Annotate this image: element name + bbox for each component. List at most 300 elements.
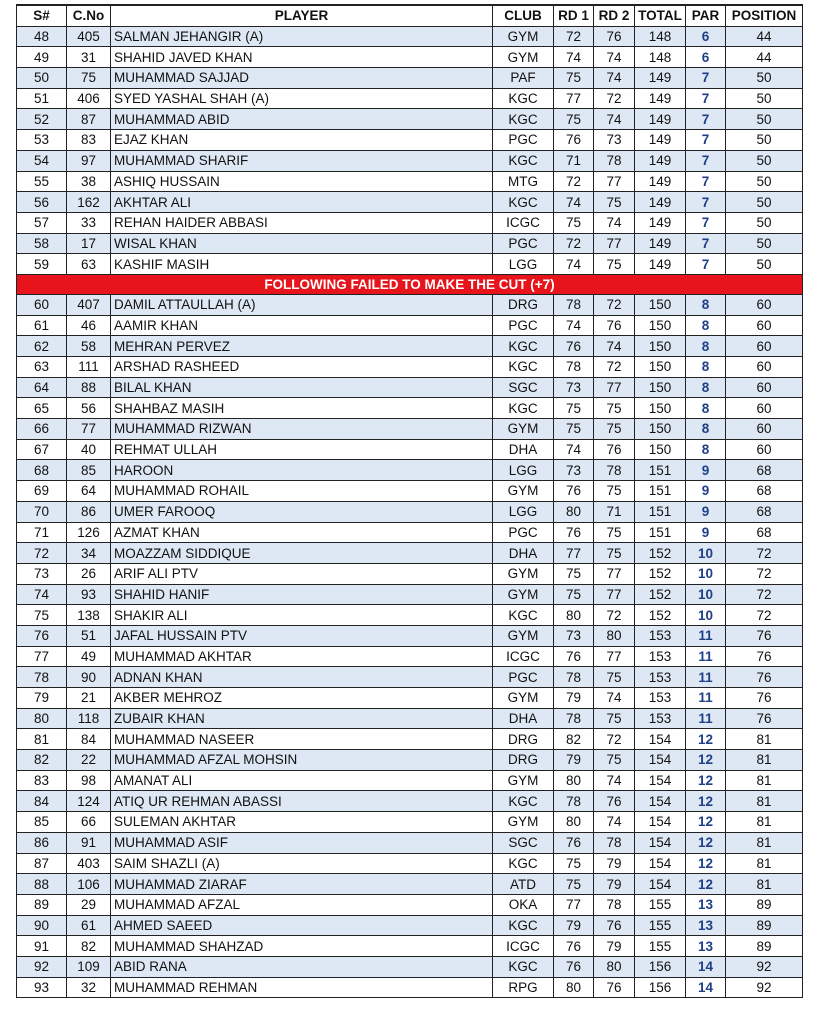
cell-player: AKBER MEHROZ: [111, 688, 493, 709]
cell-rd1: 80: [554, 977, 594, 998]
cell-rd2: 74: [594, 336, 635, 357]
table-row: [17, 874, 803, 895]
cell-position: 50: [726, 109, 803, 130]
cell-sno: 79: [17, 688, 67, 709]
cell-rd2: 76: [594, 977, 635, 998]
cell-player: SAIM SHAZLI (A): [111, 853, 493, 874]
table-row: [17, 977, 803, 998]
table-row: [17, 936, 803, 957]
cell-cno: 51: [67, 625, 111, 646]
cell-position: 50: [726, 171, 803, 192]
cell-player: MUHAMMAD AFZAL: [111, 894, 493, 915]
cell-total: 155: [635, 894, 686, 915]
scoreboard: [16, 4, 802, 998]
cell-total: 150: [635, 377, 686, 398]
cell-player: REHAN HAIDER ABBASI: [111, 212, 493, 233]
table-row: [17, 294, 803, 315]
cell-club: KGC: [493, 915, 554, 936]
cell-total: 149: [635, 171, 686, 192]
cell-rd2: 72: [594, 294, 635, 315]
cell-par: 7: [686, 130, 726, 151]
table-row: [17, 832, 803, 853]
cell-club: PGC: [493, 315, 554, 336]
cell-position: 92: [726, 956, 803, 977]
header-row: [17, 5, 803, 26]
cell-rd1: 79: [554, 915, 594, 936]
cell-rd2: 77: [594, 646, 635, 667]
header-sno: S#: [17, 5, 67, 26]
cell-club: PGC: [493, 233, 554, 254]
cell-sno: 54: [17, 150, 67, 171]
cell-cno: 82: [67, 936, 111, 957]
cell-total: 148: [635, 26, 686, 47]
cell-club: GYM: [493, 47, 554, 68]
cell-par: 14: [686, 956, 726, 977]
cell-club: PGC: [493, 522, 554, 543]
cell-position: 50: [726, 88, 803, 109]
cell-rd1: 76: [554, 956, 594, 977]
cell-rd1: 76: [554, 130, 594, 151]
cell-cno: 126: [67, 522, 111, 543]
cell-cno: 66: [67, 812, 111, 833]
table-row: [17, 192, 803, 213]
cell-position: 76: [726, 667, 803, 688]
cell-par: 7: [686, 88, 726, 109]
header-rd2: RD 2: [594, 5, 635, 26]
cell-cno: 22: [67, 750, 111, 771]
cell-total: 153: [635, 646, 686, 667]
cell-sno: 72: [17, 543, 67, 564]
cell-rd2: 74: [594, 688, 635, 709]
cell-par: 12: [686, 832, 726, 853]
cell-rd1: 74: [554, 47, 594, 68]
cell-cno: 61: [67, 915, 111, 936]
table-row: [17, 150, 803, 171]
cell-position: 50: [726, 68, 803, 89]
cell-rd1: 75: [554, 563, 594, 584]
cell-rd2: 74: [594, 47, 635, 68]
cell-par: 8: [686, 315, 726, 336]
cell-position: 72: [726, 584, 803, 605]
cell-total: 152: [635, 584, 686, 605]
cell-sno: 76: [17, 625, 67, 646]
cell-cno: 403: [67, 853, 111, 874]
cell-club: DRG: [493, 729, 554, 750]
cell-player: WISAL KHAN: [111, 233, 493, 254]
cell-sno: 64: [17, 377, 67, 398]
cell-total: 151: [635, 522, 686, 543]
cell-par: 11: [686, 625, 726, 646]
cell-par: 12: [686, 791, 726, 812]
cell-sno: 78: [17, 667, 67, 688]
cell-player: MUHAMMAD SHARIF: [111, 150, 493, 171]
cell-cno: 83: [67, 130, 111, 151]
cell-cno: 56: [67, 398, 111, 419]
cell-total: 150: [635, 419, 686, 440]
cell-rd2: 75: [594, 481, 635, 502]
table-row: [17, 47, 803, 68]
cell-par: 6: [686, 47, 726, 68]
table-row: [17, 563, 803, 584]
cell-par: 8: [686, 419, 726, 440]
cell-club: LGG: [493, 254, 554, 275]
cell-rd2: 75: [594, 522, 635, 543]
cell-rd2: 75: [594, 254, 635, 275]
cell-cno: 84: [67, 729, 111, 750]
cell-par: 10: [686, 563, 726, 584]
cell-rd2: 77: [594, 377, 635, 398]
table-row: [17, 770, 803, 791]
cell-sno: 74: [17, 584, 67, 605]
cell-player: SHAKIR ALI: [111, 605, 493, 626]
cell-cno: 33: [67, 212, 111, 233]
cell-rd2: 80: [594, 625, 635, 646]
cell-rd1: 80: [554, 770, 594, 791]
cell-cno: 63: [67, 254, 111, 275]
cell-rd2: 78: [594, 460, 635, 481]
cell-position: 60: [726, 294, 803, 315]
table-row: [17, 956, 803, 977]
cell-rd2: 74: [594, 68, 635, 89]
table-row: [17, 439, 803, 460]
cell-sno: 67: [17, 439, 67, 460]
cell-club: RPG: [493, 977, 554, 998]
cell-position: 76: [726, 625, 803, 646]
cell-rd1: 74: [554, 315, 594, 336]
cell-sno: 68: [17, 460, 67, 481]
cell-cno: 17: [67, 233, 111, 254]
cell-club: DHA: [493, 543, 554, 564]
cell-position: 72: [726, 563, 803, 584]
cell-par: 9: [686, 501, 726, 522]
cell-rd2: 76: [594, 315, 635, 336]
cell-sno: 69: [17, 481, 67, 502]
header-rd1: RD 1: [554, 5, 594, 26]
cell-position: 44: [726, 47, 803, 68]
cell-club: KGC: [493, 150, 554, 171]
cell-par: 7: [686, 150, 726, 171]
cell-cno: 77: [67, 419, 111, 440]
cell-player: MUHAMMAD ASIF: [111, 832, 493, 853]
cell-rd2: 75: [594, 192, 635, 213]
cell-player: ARSHAD RASHEED: [111, 357, 493, 378]
cell-player: SULEMAN AKHTAR: [111, 812, 493, 833]
cell-rd2: 77: [594, 233, 635, 254]
cell-player: ARIF ALI PTV: [111, 563, 493, 584]
header-club: CLUB: [493, 5, 554, 26]
cell-position: 60: [726, 439, 803, 460]
cell-sno: 56: [17, 192, 67, 213]
cell-rd1: 79: [554, 750, 594, 771]
cell-player: AKHTAR ALI: [111, 192, 493, 213]
cell-rd1: 78: [554, 791, 594, 812]
cell-rd1: 80: [554, 812, 594, 833]
cell-sno: 62: [17, 336, 67, 357]
cell-player: SALMAN JEHANGIR (A): [111, 26, 493, 47]
cell-sno: 57: [17, 212, 67, 233]
cell-rd1: 78: [554, 357, 594, 378]
cell-club: GYM: [493, 584, 554, 605]
cell-player: REHMAT ULLAH: [111, 439, 493, 460]
cell-total: 151: [635, 501, 686, 522]
cell-rd2: 74: [594, 212, 635, 233]
cell-position: 50: [726, 192, 803, 213]
cell-cno: 106: [67, 874, 111, 895]
cell-player: ADNAN KHAN: [111, 667, 493, 688]
cell-player: ASHIQ HUSSAIN: [111, 171, 493, 192]
cell-cno: 90: [67, 667, 111, 688]
cell-total: 150: [635, 336, 686, 357]
cell-cno: 87: [67, 109, 111, 130]
cell-position: 81: [726, 853, 803, 874]
cell-rd1: 74: [554, 439, 594, 460]
cell-rd1: 75: [554, 212, 594, 233]
cell-par: 7: [686, 192, 726, 213]
cell-club: GYM: [493, 419, 554, 440]
cell-par: 12: [686, 874, 726, 895]
table-row: [17, 605, 803, 626]
cell-cno: 38: [67, 171, 111, 192]
cell-club: KGC: [493, 192, 554, 213]
cell-rd2: 74: [594, 812, 635, 833]
cell-total: 149: [635, 88, 686, 109]
cell-rd2: 78: [594, 150, 635, 171]
cell-rd1: 75: [554, 419, 594, 440]
cell-club: KGC: [493, 357, 554, 378]
cell-rd2: 75: [594, 419, 635, 440]
cell-club: PGC: [493, 667, 554, 688]
cell-sno: 77: [17, 646, 67, 667]
cell-position: 92: [726, 977, 803, 998]
table-row: [17, 501, 803, 522]
cell-rd2: 77: [594, 584, 635, 605]
cell-position: 76: [726, 688, 803, 709]
table-row: [17, 109, 803, 130]
results-body: [17, 26, 803, 998]
cell-player: AHMED SAEED: [111, 915, 493, 936]
table-row: [17, 233, 803, 254]
cell-rd1: 74: [554, 192, 594, 213]
cell-position: 81: [726, 832, 803, 853]
table-row: [17, 915, 803, 936]
header-total: TOTAL: [635, 5, 686, 26]
cell-position: 60: [726, 336, 803, 357]
cell-sno: 85: [17, 812, 67, 833]
cell-par: 13: [686, 894, 726, 915]
cell-sno: 81: [17, 729, 67, 750]
cell-sno: 73: [17, 563, 67, 584]
cell-rd1: 78: [554, 708, 594, 729]
cell-par: 12: [686, 729, 726, 750]
cell-rd1: 75: [554, 109, 594, 130]
cell-total: 149: [635, 233, 686, 254]
cell-club: MTG: [493, 171, 554, 192]
table-row: [17, 88, 803, 109]
cell-rd2: 74: [594, 109, 635, 130]
cell-rd2: 79: [594, 874, 635, 895]
cell-club: GYM: [493, 625, 554, 646]
cell-position: 76: [726, 708, 803, 729]
table-row: [17, 708, 803, 729]
cell-club: DRG: [493, 750, 554, 771]
cell-player: EJAZ KHAN: [111, 130, 493, 151]
cell-cno: 88: [67, 377, 111, 398]
cell-position: 60: [726, 377, 803, 398]
cell-total: 156: [635, 977, 686, 998]
cell-rd1: 77: [554, 543, 594, 564]
cell-rd2: 76: [594, 439, 635, 460]
cell-rd1: 76: [554, 481, 594, 502]
cell-rd1: 79: [554, 688, 594, 709]
cell-par: 7: [686, 212, 726, 233]
cell-position: 89: [726, 936, 803, 957]
cell-rd2: 76: [594, 791, 635, 812]
cell-position: 89: [726, 915, 803, 936]
cell-club: KGC: [493, 791, 554, 812]
cell-player: MUHAMMAD NASEER: [111, 729, 493, 750]
cell-club: LGG: [493, 501, 554, 522]
cell-sno: 89: [17, 894, 67, 915]
cell-player: AAMIR KHAN: [111, 315, 493, 336]
cell-rd2: 77: [594, 171, 635, 192]
table-row: [17, 377, 803, 398]
table-row: [17, 812, 803, 833]
cell-rd2: 75: [594, 750, 635, 771]
cell-rd2: 79: [594, 853, 635, 874]
cell-club: DHA: [493, 439, 554, 460]
cell-total: 150: [635, 315, 686, 336]
cell-player: ABID RANA: [111, 956, 493, 977]
cell-player: BILAL KHAN: [111, 377, 493, 398]
cell-club: KGC: [493, 605, 554, 626]
cell-total: 149: [635, 130, 686, 151]
cell-par: 11: [686, 667, 726, 688]
cell-total: 154: [635, 791, 686, 812]
cell-rd1: 75: [554, 874, 594, 895]
cell-position: 50: [726, 212, 803, 233]
cell-club: LGG: [493, 460, 554, 481]
cell-rd2: 75: [594, 667, 635, 688]
cell-club: KGC: [493, 853, 554, 874]
cell-cno: 58: [67, 336, 111, 357]
cell-par: 6: [686, 26, 726, 47]
cell-club: OKA: [493, 894, 554, 915]
cell-par: 12: [686, 853, 726, 874]
cell-position: 89: [726, 894, 803, 915]
cell-total: 153: [635, 708, 686, 729]
cell-total: 152: [635, 605, 686, 626]
table-row: [17, 460, 803, 481]
cell-rd1: 72: [554, 26, 594, 47]
table-row: [17, 667, 803, 688]
cell-cno: 26: [67, 563, 111, 584]
cell-position: 50: [726, 233, 803, 254]
cell-total: 156: [635, 956, 686, 977]
cell-position: 68: [726, 460, 803, 481]
table-row: [17, 130, 803, 151]
cell-cno: 64: [67, 481, 111, 502]
cell-par: 7: [686, 68, 726, 89]
table-row: [17, 26, 803, 47]
cell-player: MUHAMMAD AFZAL MOHSIN: [111, 750, 493, 771]
cell-club: KGC: [493, 398, 554, 419]
cell-club: GYM: [493, 563, 554, 584]
cell-par: 9: [686, 481, 726, 502]
table-row: [17, 171, 803, 192]
cell-cno: 86: [67, 501, 111, 522]
cell-position: 81: [726, 729, 803, 750]
cell-rd2: 76: [594, 915, 635, 936]
cell-club: DRG: [493, 294, 554, 315]
table-row: [17, 543, 803, 564]
table-row: [17, 481, 803, 502]
cell-cno: 93: [67, 584, 111, 605]
cell-rd1: 78: [554, 667, 594, 688]
cell-club: KGC: [493, 88, 554, 109]
cell-sno: 59: [17, 254, 67, 275]
cell-rd1: 76: [554, 522, 594, 543]
cell-player: MUHAMMAD REHMAN: [111, 977, 493, 998]
cell-player: SHAHID HANIF: [111, 584, 493, 605]
cell-par: 13: [686, 936, 726, 957]
cell-club: GYM: [493, 688, 554, 709]
cell-par: 7: [686, 171, 726, 192]
cell-rd1: 72: [554, 233, 594, 254]
cell-par: 9: [686, 522, 726, 543]
cell-sno: 49: [17, 47, 67, 68]
cell-player: UMER FAROOQ: [111, 501, 493, 522]
cell-par: 8: [686, 294, 726, 315]
cell-total: 154: [635, 750, 686, 771]
cell-position: 60: [726, 398, 803, 419]
cell-player: MUHAMMAD ZIARAF: [111, 874, 493, 895]
table-row: [17, 625, 803, 646]
cell-sno: 53: [17, 130, 67, 151]
cell-sno: 86: [17, 832, 67, 853]
cell-total: 155: [635, 915, 686, 936]
cell-rd2: 72: [594, 605, 635, 626]
table-row: [17, 212, 803, 233]
cell-club: KGC: [493, 109, 554, 130]
cell-sno: 90: [17, 915, 67, 936]
cell-cno: 124: [67, 791, 111, 812]
cell-sno: 91: [17, 936, 67, 957]
cell-rd2: 78: [594, 894, 635, 915]
cell-position: 72: [726, 543, 803, 564]
cell-position: 81: [726, 750, 803, 771]
cell-par: 8: [686, 377, 726, 398]
cell-club: KGC: [493, 336, 554, 357]
cell-position: 68: [726, 481, 803, 502]
cell-total: 154: [635, 770, 686, 791]
cell-rd2: 78: [594, 832, 635, 853]
cell-rd1: 77: [554, 894, 594, 915]
cell-sno: 93: [17, 977, 67, 998]
table-row: [17, 688, 803, 709]
cell-cno: 91: [67, 832, 111, 853]
cell-total: 149: [635, 109, 686, 130]
cell-rd2: 79: [594, 936, 635, 957]
cell-player: KASHIF MASIH: [111, 254, 493, 275]
cell-club: GYM: [493, 481, 554, 502]
cell-sno: 63: [17, 357, 67, 378]
cell-club: PGC: [493, 130, 554, 151]
cell-rd2: 72: [594, 357, 635, 378]
cell-club: SGC: [493, 377, 554, 398]
cell-sno: 84: [17, 791, 67, 812]
cell-player: SHAHID JAVED KHAN: [111, 47, 493, 68]
cell-cno: 111: [67, 357, 111, 378]
